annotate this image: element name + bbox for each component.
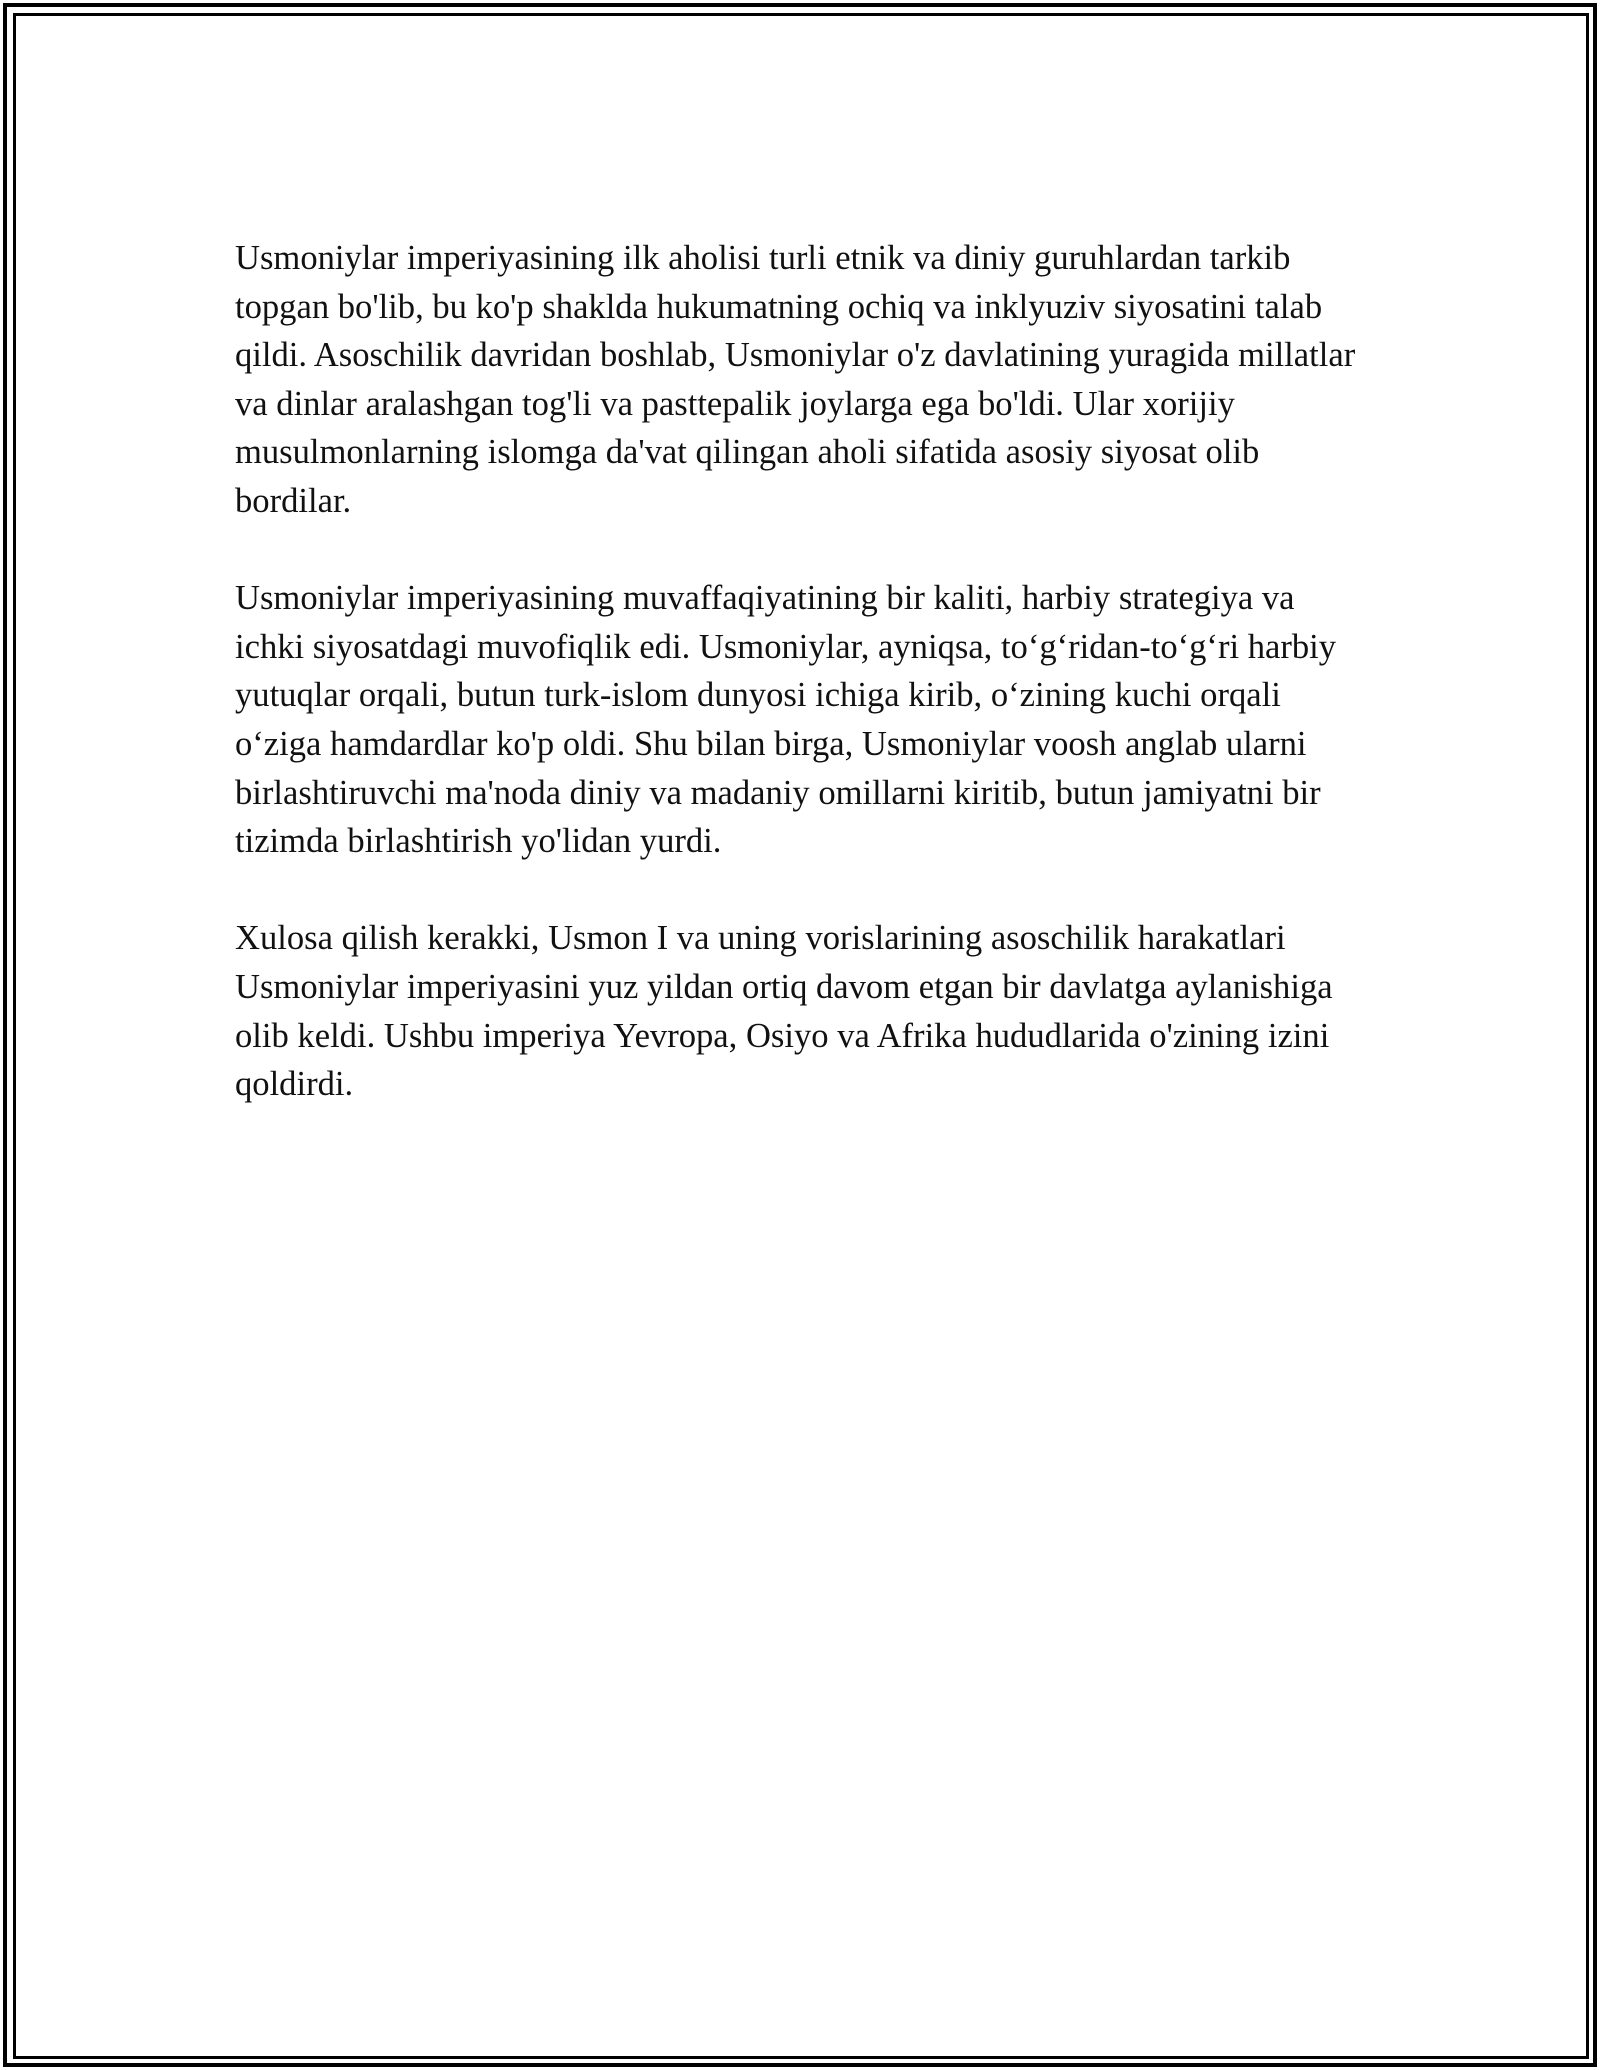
paragraph-2: Usmoniylar imperiyasining muvaffaqiyatining bir kaliti, harbiy strategiya va ichki siyosatdagi muvofiqlik edi. Usmoniylar, ayniqsa, to‘g‘ridan-to‘g‘ri harbiy yutuqlar orqali, butun turk-islom dunyosi ichiga kirib, o‘zining kuchi orqali o‘ziga hamdardlar ko'p oldi. Shu bilan birga, Usmoniylar voosh anglab ularni birlashtiruvchi ma'noda diniy va madaniy omillarni kiritib, butun jamiyatni bir tizimda birlashtirish yo'lidan yurdi. (235, 579, 1337, 861)
paragraph-1: Usmoniylar imperiyasining ilk aholisi turli etnik va diniy guruhlardan tarkib topgan bo'lib, bu ko'p shaklda hukumatning ochiq va inklyuziv siyosatini talab qildi. Asoschilik davridan boshlab, Usmoniylar o'z davlatining yuragida millatlar va dinlar aralashgan tog'li va pasttepalik joylarga ega bo'ldi. Ular xorijiy musulmonlarning islomga da'vat qilingan aholi sifatida asosiy siyosat olib bordilar. (235, 239, 1356, 520)
paragraph-3: Xulosa qilish kerakki, Usmon I va uning vorislarining asoschilik harakatlari Usmoniylar imperiyasini yuz yildan ortiq davom etgan bir davlatga aylanishiga olib keldi. Ushbu imperiya Yevropa, Osiyo va Afrika hududlarida o'zining izini qoldirdi. (235, 919, 1333, 1104)
document-body (235, 234, 1370, 1157)
